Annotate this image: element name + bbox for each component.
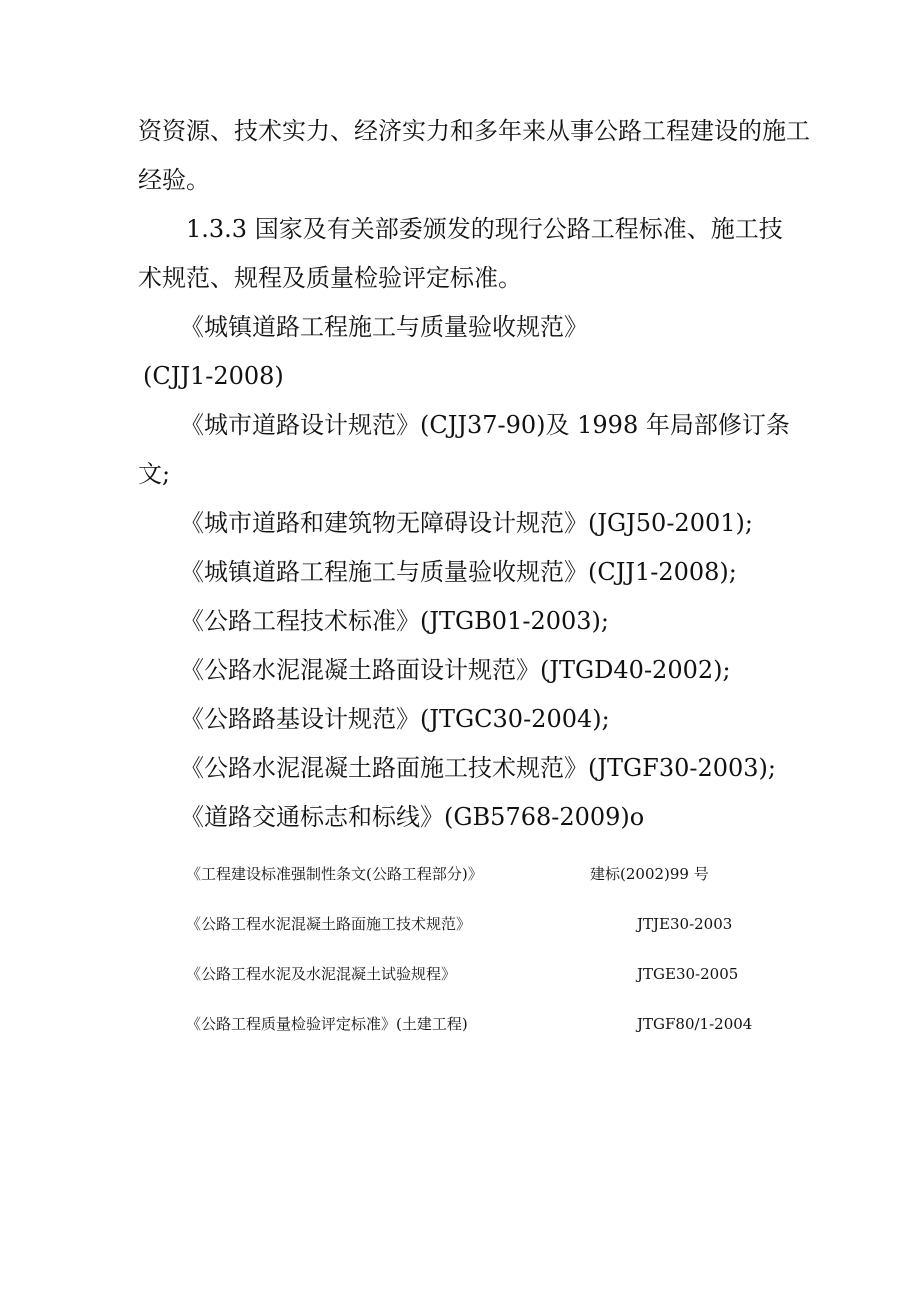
reference-line: 《道路交通标志和标线》(GB5768-2009)o — [180, 803, 645, 831]
reference-line: 《城镇道路工程施工与质量验收规范》(CJJ1-2008); — [180, 558, 737, 586]
reference-line: 《城市道路设计规范》(CJJ37-90)及 1998 年局部修订条 — [180, 411, 790, 439]
reference-line: 《城镇道路工程施工与质量验收规范》 — [180, 313, 588, 341]
reference-line: (CJJ1-2008) — [143, 362, 284, 390]
reference-line: 《公路水泥混凝土路面设计规范》(JTGD40-2002); — [180, 656, 731, 684]
section-heading-line: 1.3.3 国家及有关部委颁发的现行公路工程标准、施工技 — [186, 215, 783, 243]
reference-line: 《城市道路和建筑物无障碍设计规范》(JGJ50-2001); — [180, 509, 753, 537]
paragraph-line: 术规范、规程及质量检验评定标准。 — [138, 264, 522, 292]
standard-code: JTGE30-2005 — [637, 965, 739, 983]
reference-line: 《公路水泥混凝土路面施工技术规范》(JTGF30-2003); — [180, 754, 776, 782]
standard-code: 建标(2002)99 号 — [590, 865, 709, 883]
standard-title: 《公路工程质量检验评定标准》(土建工程) — [186, 1015, 468, 1033]
paragraph-line: 资资源、技术实力、经济实力和多年来从事公路工程建设的施工 — [138, 117, 810, 145]
reference-line: 《公路工程技术标准》(JTGB01-2003); — [180, 607, 609, 635]
reference-line: 《公路路基设计规范》(JTGC30-2004); — [180, 705, 610, 733]
standard-title: 《公路工程水泥及水泥混凝土试验规程》 — [186, 965, 457, 983]
standard-code: JTGF80/1-2004 — [637, 1015, 753, 1033]
reference-line: 文; — [138, 460, 171, 488]
paragraph-line: 经验。 — [138, 166, 210, 194]
standard-code: JTJE30-2003 — [637, 915, 733, 933]
standard-title: 《工程建设标准强制性条文(公路工程部分)》 — [186, 865, 483, 883]
standard-title: 《公路工程水泥混凝土路面施工技术规范》 — [186, 915, 472, 933]
